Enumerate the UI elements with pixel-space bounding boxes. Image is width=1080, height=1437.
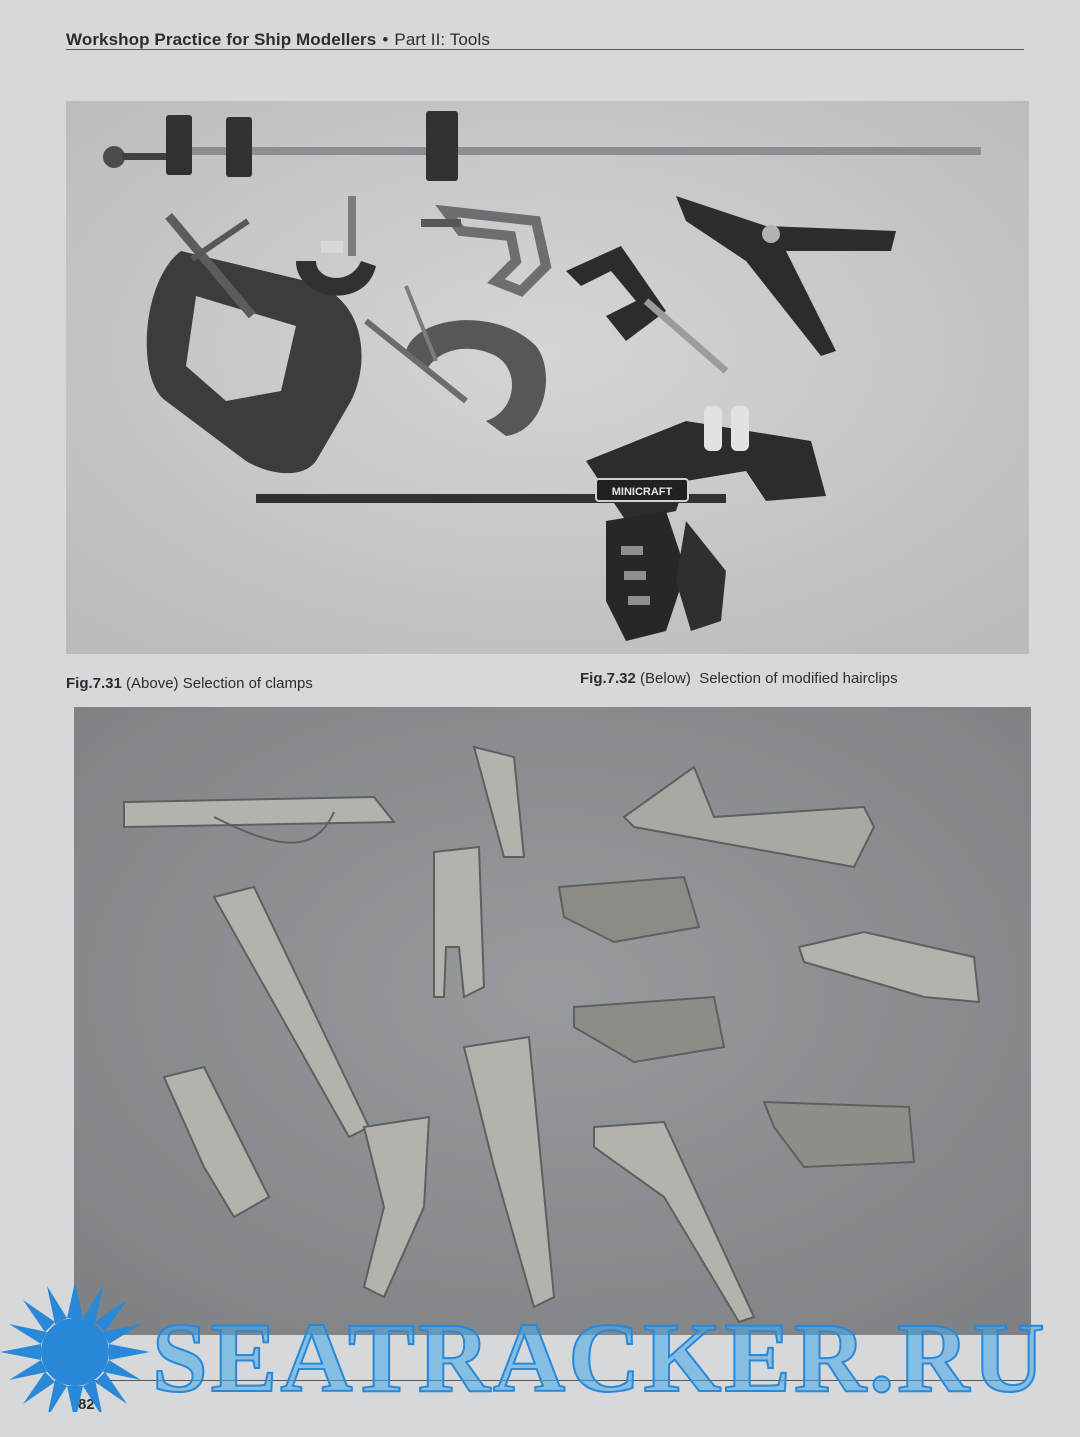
minicraft-label: MINICRAFT	[611, 486, 673, 498]
caption-text: (Below) Selection of modified hairclips	[640, 670, 898, 687]
page-number: 82	[78, 1396, 95, 1413]
hairclip	[124, 797, 394, 827]
photo-hairclips	[74, 707, 1031, 1335]
sunburst-icon	[0, 1282, 150, 1412]
figure-number: Fig.7.31	[66, 675, 122, 692]
figure-number: Fig.7.32	[580, 670, 636, 687]
caption-fig-7-31	[66, 675, 313, 692]
photo-clamps	[66, 101, 1029, 654]
header-rule	[66, 49, 1024, 50]
hairclips-illustration	[74, 707, 1031, 1335]
clamps-illustration	[66, 101, 1029, 654]
header-bullet: •	[382, 30, 389, 49]
part-title: Part II: Tools	[394, 30, 490, 49]
watermark-text: SEATRACKER.RU	[152, 1302, 1048, 1413]
running-head	[66, 30, 490, 50]
caption-fig-7-32	[580, 670, 898, 687]
book-title: Workshop Practice for Ship Modellers	[66, 30, 377, 49]
caption-text: (Above) Selection of clamps	[126, 675, 313, 692]
